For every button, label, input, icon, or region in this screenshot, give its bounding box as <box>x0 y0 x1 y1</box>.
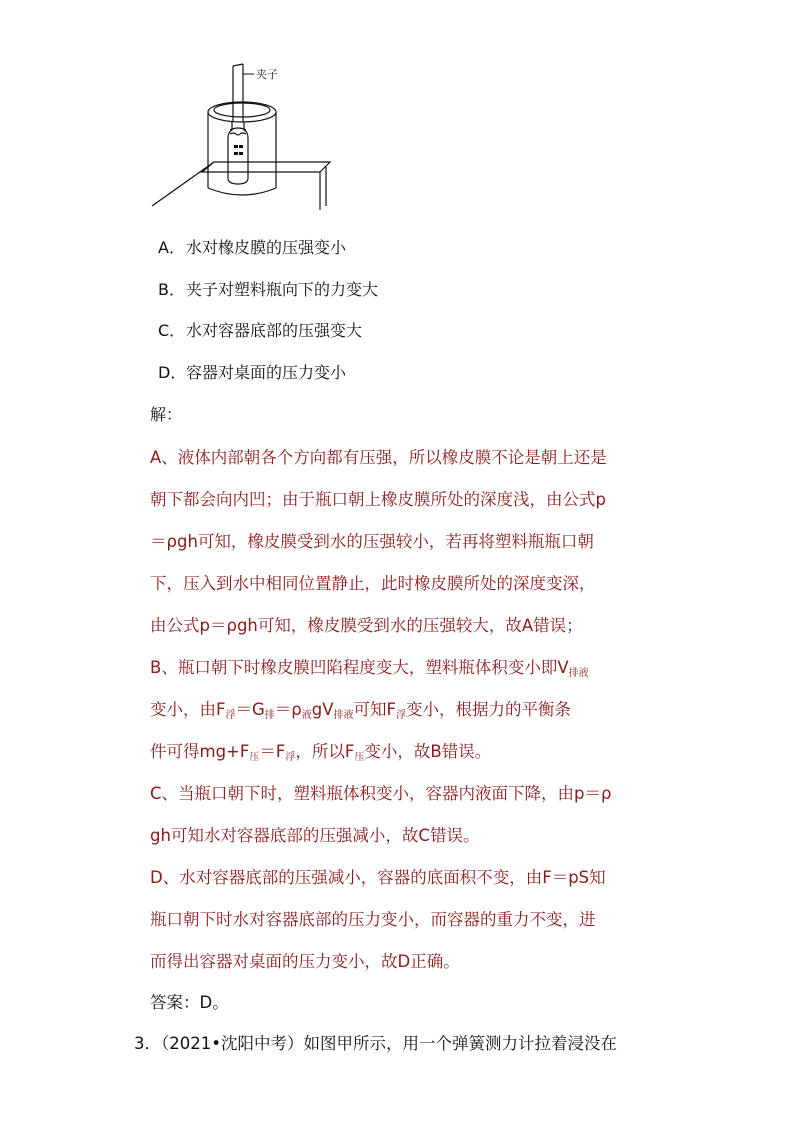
option-key: C． <box>158 321 186 340</box>
option-text: 水对橡皮膜的压强变小 <box>186 238 347 257</box>
option-a <box>158 237 346 259</box>
text: ＝F <box>259 742 286 761</box>
option-b <box>158 279 378 301</box>
subscript: 浮 <box>285 752 296 763</box>
solution-d-line: 而得出容器对桌面的压力变小，故D正确。 <box>150 952 460 971</box>
apparatus-diagram <box>146 60 336 212</box>
subscript: 排 <box>264 710 275 721</box>
solution-a-line: 由公式p＝ρgh可知，橡皮膜受到水的压强较大，故A错误； <box>150 616 583 635</box>
option-key: B． <box>158 280 185 299</box>
text: 可知F <box>353 700 397 719</box>
text: 变小，故B错误。 <box>364 742 492 761</box>
solution-a-line: 下，压入到水中相同位置静止，此时橡皮膜所处的深度变深， <box>150 574 596 593</box>
option-text: 容器对桌面的压力变小 <box>186 363 347 382</box>
clip-label: 夹子 <box>256 68 278 81</box>
solution-b-line <box>150 698 571 728</box>
text: ，所以F <box>295 742 355 761</box>
solution-d-line: D、水对容器底部的压强减小，容器的底面积不变，由F＝pS知 <box>150 868 606 887</box>
subscript: 浮 <box>396 710 407 721</box>
option-key: D． <box>158 363 187 382</box>
text: gV <box>311 700 334 719</box>
text: ＝G <box>235 700 265 719</box>
subscript: 压 <box>249 752 260 763</box>
solution-c-line: C、当瓶口朝下时，塑料瓶体积变小，容器内液面下降，由p＝ρ <box>150 784 612 803</box>
option-text: 水对容器底部的压强变大 <box>186 321 363 340</box>
answer: 答案：D。 <box>150 993 229 1012</box>
next-question: 3．（2021•沈阳中考）如图甲所示，用一个弹簧测力计拉着浸没在 <box>134 1034 617 1053</box>
option-c <box>158 320 362 342</box>
solution-a-line: ＝ρgh可知，橡皮膜受到水的压强较小，若再将塑料瓶瓶口朝 <box>150 532 594 551</box>
solution-label: 解： <box>150 405 183 424</box>
solution-d-line: 瓶口朝下时水对容器底部的压力变小，而容器的重力不变，进 <box>150 910 596 929</box>
solution-c-line: gh可知水对容器底部的压强减小，故C错误。 <box>150 826 480 845</box>
solution-b-line <box>150 740 491 770</box>
subscript: 浮 <box>225 710 236 721</box>
text: ＝ρ <box>274 700 302 719</box>
option-text: 夹子对塑料瓶向下的力变大 <box>186 280 379 299</box>
option-key: A． <box>158 238 185 257</box>
subscript: 排液 <box>568 668 589 679</box>
subscript: 排液 <box>333 710 354 721</box>
text: 变小，由F <box>150 700 226 719</box>
text: B、瓶口朝下时橡皮膜凹陷程度变大，塑料瓶体积变小即V <box>150 658 569 677</box>
option-d <box>158 362 346 384</box>
solution-a-line: A、液体内部朝各个方向都有压强，所以橡皮膜不论是朝上还是 <box>150 448 607 467</box>
text: 变小，根据力的平衡条 <box>406 700 572 719</box>
solution-b-line <box>150 656 589 686</box>
subscript: 液 <box>301 710 312 721</box>
text: 件可得mg+F <box>150 742 250 761</box>
solution-a-line: 朝下都会向内凹；由于瓶口朝上橡皮膜所处的深度浅，由公式p <box>150 490 606 509</box>
subscript: 压 <box>354 752 365 763</box>
